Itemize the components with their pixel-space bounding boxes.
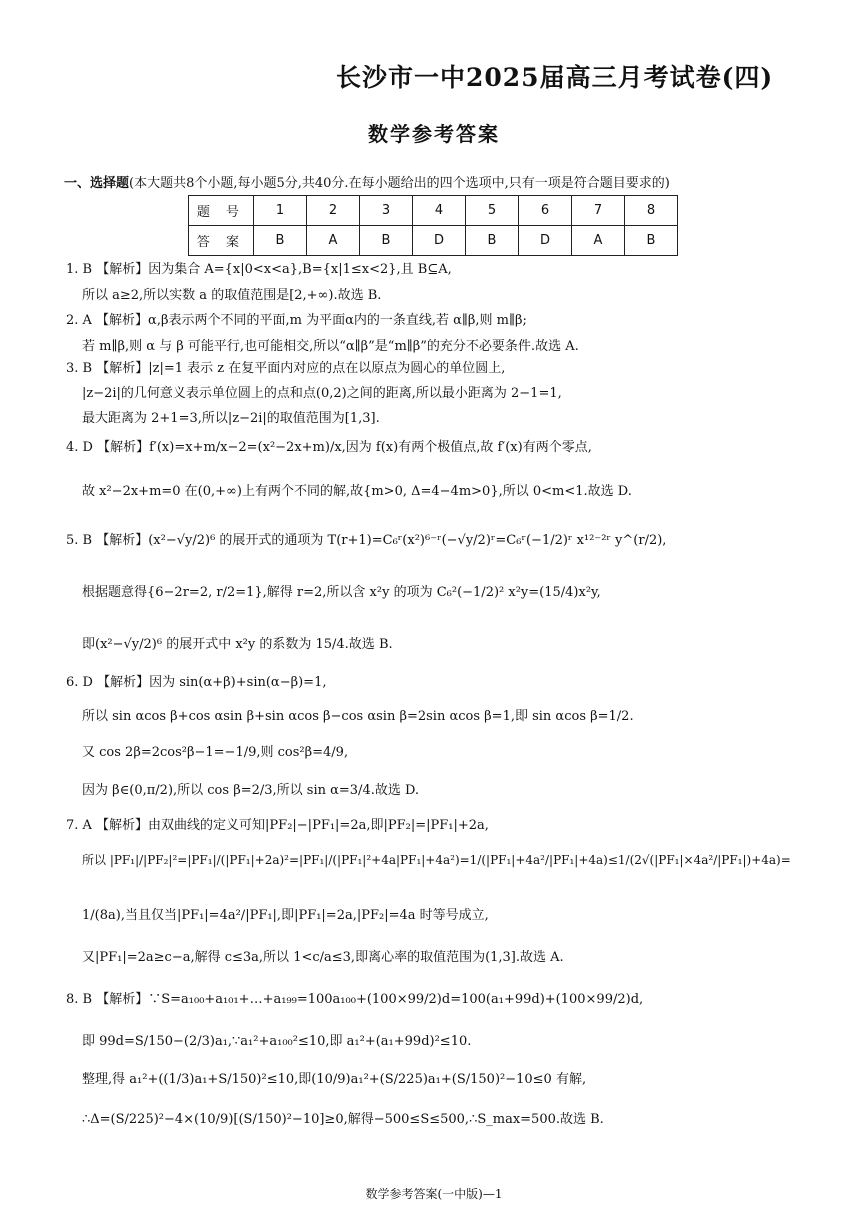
- answer-table-row-answers: [189, 226, 678, 256]
- table-cell: 7: [572, 196, 625, 226]
- table-cell: 6: [519, 196, 572, 226]
- solution-line: ∴Δ=(S/225)²−4×(10/9)[(S/150)²−10]≥0,解得−500≤S≤500,∴S_max=500.故选 B.: [82, 1112, 604, 1127]
- table-cell: D: [413, 226, 466, 256]
- solution-line: 若 m∥β,则 α 与 β 可能平行,也可能相交,所以“α∥β”是“m∥β”的充分不必要条件.故选 A.: [82, 339, 579, 354]
- table-cell: D: [519, 226, 572, 256]
- solution-line: 1/(8a),当且仅当|PF₁|=4a²/|PF₁|,即|PF₁|=2a,|PF₂|=4a 时等号成立,: [82, 908, 489, 923]
- solution-line: 8. B 【解析】∵S=a₁₀₀+a₁₀₁+…+a₁₉₉=100a₁₀₀+(100×99/2)d=100(a₁+99d)+(100×99/2)d,: [66, 992, 644, 1007]
- solution-line: 所以 |PF₁|/|PF₂|²=|PF₁|/(|PF₁|+2a)²=|PF₁|/(|PF₁|²+4a|PF₁|+4a²)=1/(|PF₁|+4a²/|PF₁|+4a)≤1/(2√(|PF₁|×4a²/|PF₁|)+4a)=: [82, 853, 791, 867]
- table-cell: B: [466, 226, 519, 256]
- solution-8: [66, 992, 856, 1128]
- solution-5: [66, 533, 856, 653]
- solution-4: [66, 440, 856, 500]
- row-label-answer: 答 案: [189, 226, 254, 256]
- answer-table: [188, 195, 678, 256]
- solution-line: 整理,得 a₁²+((1/3)a₁+S/150)²≤10,即(10/9)a₁²+(S/225)a₁+(S/150)²−10≤0 有解,: [82, 1072, 587, 1087]
- table-cell: 8: [625, 196, 678, 226]
- solution-line: 6. D 【解析】因为 sin(α+β)+sin(α−β)=1,: [66, 675, 327, 690]
- table-cell: A: [307, 226, 360, 256]
- solution-line: |z−2i|的几何意义表示单位圆上的点和点(0,2)之间的距离,所以最小距离为 2−1=1,: [82, 386, 562, 401]
- page-subtitle: 数学参考答案: [368, 122, 500, 146]
- solution-line: 即 99d=S/150−(2/3)a₁,∵a₁²+a₁₀₀²≤10,即 a₁²+(a₁+99d)²≤10.: [82, 1034, 472, 1049]
- solution-1: [66, 262, 856, 304]
- table-cell: B: [625, 226, 678, 256]
- section-heading: [64, 172, 854, 191]
- solution-line: 5. B 【解析】(x²−√y/2)⁶ 的展开式的通项为 T(r+1)=C₆ʳ(x²)⁶⁻ʳ(−√y/2)ʳ=C₆ʳ(−1/2)ʳ x¹²⁻²ʳ y^(r/2),: [66, 533, 667, 548]
- table-cell: B: [254, 226, 307, 256]
- solution-line: 所以 a≥2,所以实数 a 的取值范围是[2,+∞).故选 B.: [82, 288, 382, 303]
- solution-line: 2. A 【解析】α,β表示两个不同的平面,m 为平面α内的一条直线,若 α∥β,则 m∥β;: [66, 313, 527, 328]
- section-note: (本大题共8个小题,每小题5分,共40分.在每小题给出的四个选项中,只有一项是符合题目要求的): [129, 176, 670, 191]
- solution-6: [66, 675, 856, 799]
- solution-line: 7. A 【解析】由双曲线的定义可知|PF₂|−|PF₁|=2a,即|PF₂|=|PF₁|+2a,: [66, 818, 489, 833]
- solution-line: 又|PF₁|=2a≥c−a,解得 c≤3a,所以 1<c/a≤3,即离心率的取值范围为(1,3].故选 A.: [82, 950, 564, 965]
- solution-3: [66, 361, 856, 427]
- table-cell: 2: [307, 196, 360, 226]
- solution-line: 故 x²−2x+m=0 在(0,+∞)上有两个不同的解,故{m>0, Δ=4−4m>0},所以 0<m<1.故选 D.: [82, 484, 632, 499]
- table-cell: 4: [413, 196, 466, 226]
- solution-line: 1. B 【解析】因为集合 A={x|0<x<a},B={x|1≤x<2},且 B⊆A,: [66, 262, 452, 277]
- section-title: 一、选择题: [64, 176, 130, 191]
- page-footer: 数学参考答案(一中版)—1: [365, 1187, 503, 1201]
- solution-line: 最大距离为 2+1=3,所以|z−2i|的取值范围为[1,3].: [82, 411, 380, 426]
- solution-line: 因为 β∈(0,π/2),所以 cos β=2/3,所以 sin α=3/4.故选 D.: [82, 783, 420, 798]
- solution-line: 4. D 【解析】f′(x)=x+m/x−2=(x²−2x+m)/x,因为 f(x)有两个极值点,故 f′(x)有两个零点,: [66, 440, 592, 455]
- solution-7: [66, 818, 856, 966]
- solution-line: 根据题意得{6−2r=2, r/2=1},解得 r=2,所以含 x²y 的项为 C₆²(−1/2)² x²y=(15/4)x²y,: [82, 585, 601, 600]
- table-cell: 5: [466, 196, 519, 226]
- table-cell: 3: [360, 196, 413, 226]
- solution-line: 即(x²−√y/2)⁶ 的展开式中 x²y 的系数为 15/4.故选 B.: [82, 637, 393, 652]
- answer-table-row-numbers: [189, 196, 678, 226]
- solution-line: 3. B 【解析】|z|=1 表示 z 在复平面内对应的点在以原点为圆心的单位圆上,: [66, 361, 506, 376]
- solution-line: 所以 sin αcos β+cos αsin β+sin αcos β−cos αsin β=2sin αcos β=1,即 sin αcos β=1/2.: [82, 709, 634, 724]
- page-title: 长沙市一中2025届高三月考试卷(四): [336, 63, 774, 92]
- row-label-number: 题 号: [189, 196, 254, 226]
- solution-2: [66, 313, 856, 355]
- table-cell: A: [572, 226, 625, 256]
- solution-line: 又 cos 2β=2cos²β−1=−1/9,则 cos²β=4/9,: [82, 745, 349, 760]
- table-cell: 1: [254, 196, 307, 226]
- table-cell: B: [360, 226, 413, 256]
